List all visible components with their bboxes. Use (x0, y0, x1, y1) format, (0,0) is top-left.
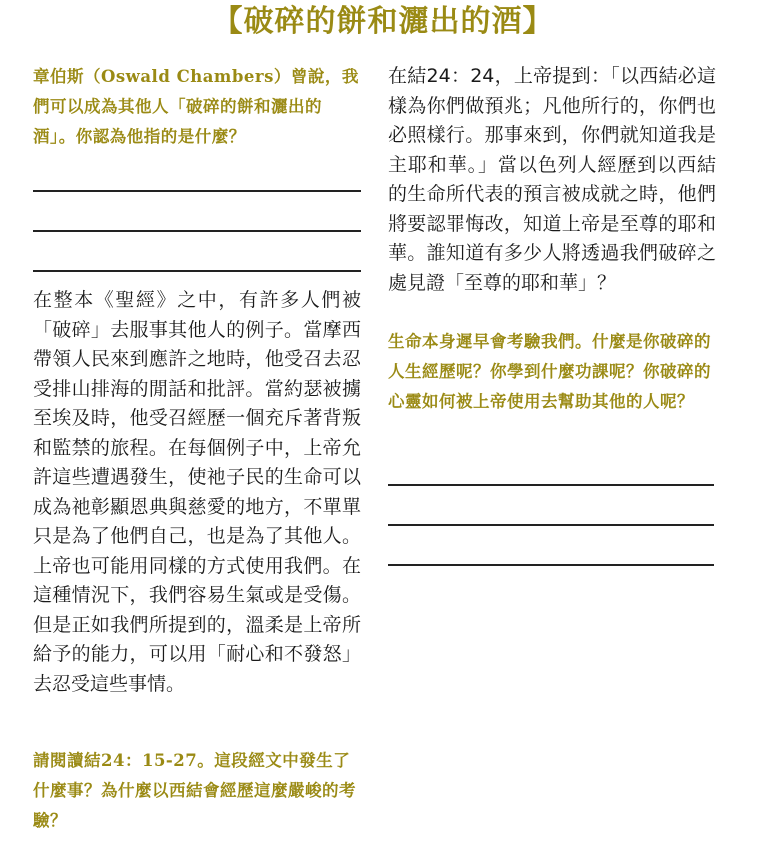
answer-line[interactable] (388, 564, 714, 566)
answer-line[interactable] (33, 230, 361, 232)
page-title: 【破碎的餅和灑出的酒】 (212, 4, 554, 39)
answer-line[interactable] (388, 484, 714, 486)
reflection-question-1: 章伯斯（Oswald Chambers）曾說，我們可以成為其他人「破碎的餅和灑出的酒」。你認為他指的是什麼？ (33, 67, 359, 146)
answer-lines-2 (388, 484, 714, 604)
reflection-question-2: 請閱讀結24：15-27。這段經文中發生了什麼事？為什麼以西結會經歷這麼嚴峻的考驗？ (33, 751, 356, 830)
body-paragraph-left: 在整本《聖經》之中，有許多人們被「破碎」去服事其他人的例子。當摩西帶領人民來到應許之地時，他受召去忍受排山排海的閒話和批評。當約瑟被擄至埃及時，他受召經歷一個充斥著背叛和監禁的旅程。在每個例子中，上帝允許這些遭遇發生，使祂子民的生命可以成為祂彰顯恩典與慈愛的地方，不單單只是為了他們自己，也是為了其他人。上帝也可能用同樣的方式使用我們。在這種情況下，我們容易生氣或是受傷。但是正如我們所提到的，溫柔是上帝所給予的能力，可以用「耐心和不發怒」去忍受這些事情。 (33, 289, 361, 695)
body-paragraph-right: 在結24：24，上帝提到：「以西結必這樣為你們做預兆；凡他所行的，你們也必照樣行。那事來到，你們就知道我是主耶和華。」當以色列人經歷到以西結的生命所代表的預言被成就之時，他們將要認罪悔改，知道上帝是至尊的耶和華。誰知道有多少人將透過我們破碎之處見證「至尊的耶和華」？ (388, 65, 716, 294)
answer-line[interactable] (33, 190, 361, 192)
answer-line[interactable] (388, 524, 714, 526)
reflection-question-3: 生命本身遲早會考驗我們。什麼是你破碎的人生經歷呢？你學到什麼功課呢？你破碎的心靈如何被上帝使用去幫助其他的人呢？ (388, 332, 711, 411)
answer-line[interactable] (33, 270, 361, 272)
